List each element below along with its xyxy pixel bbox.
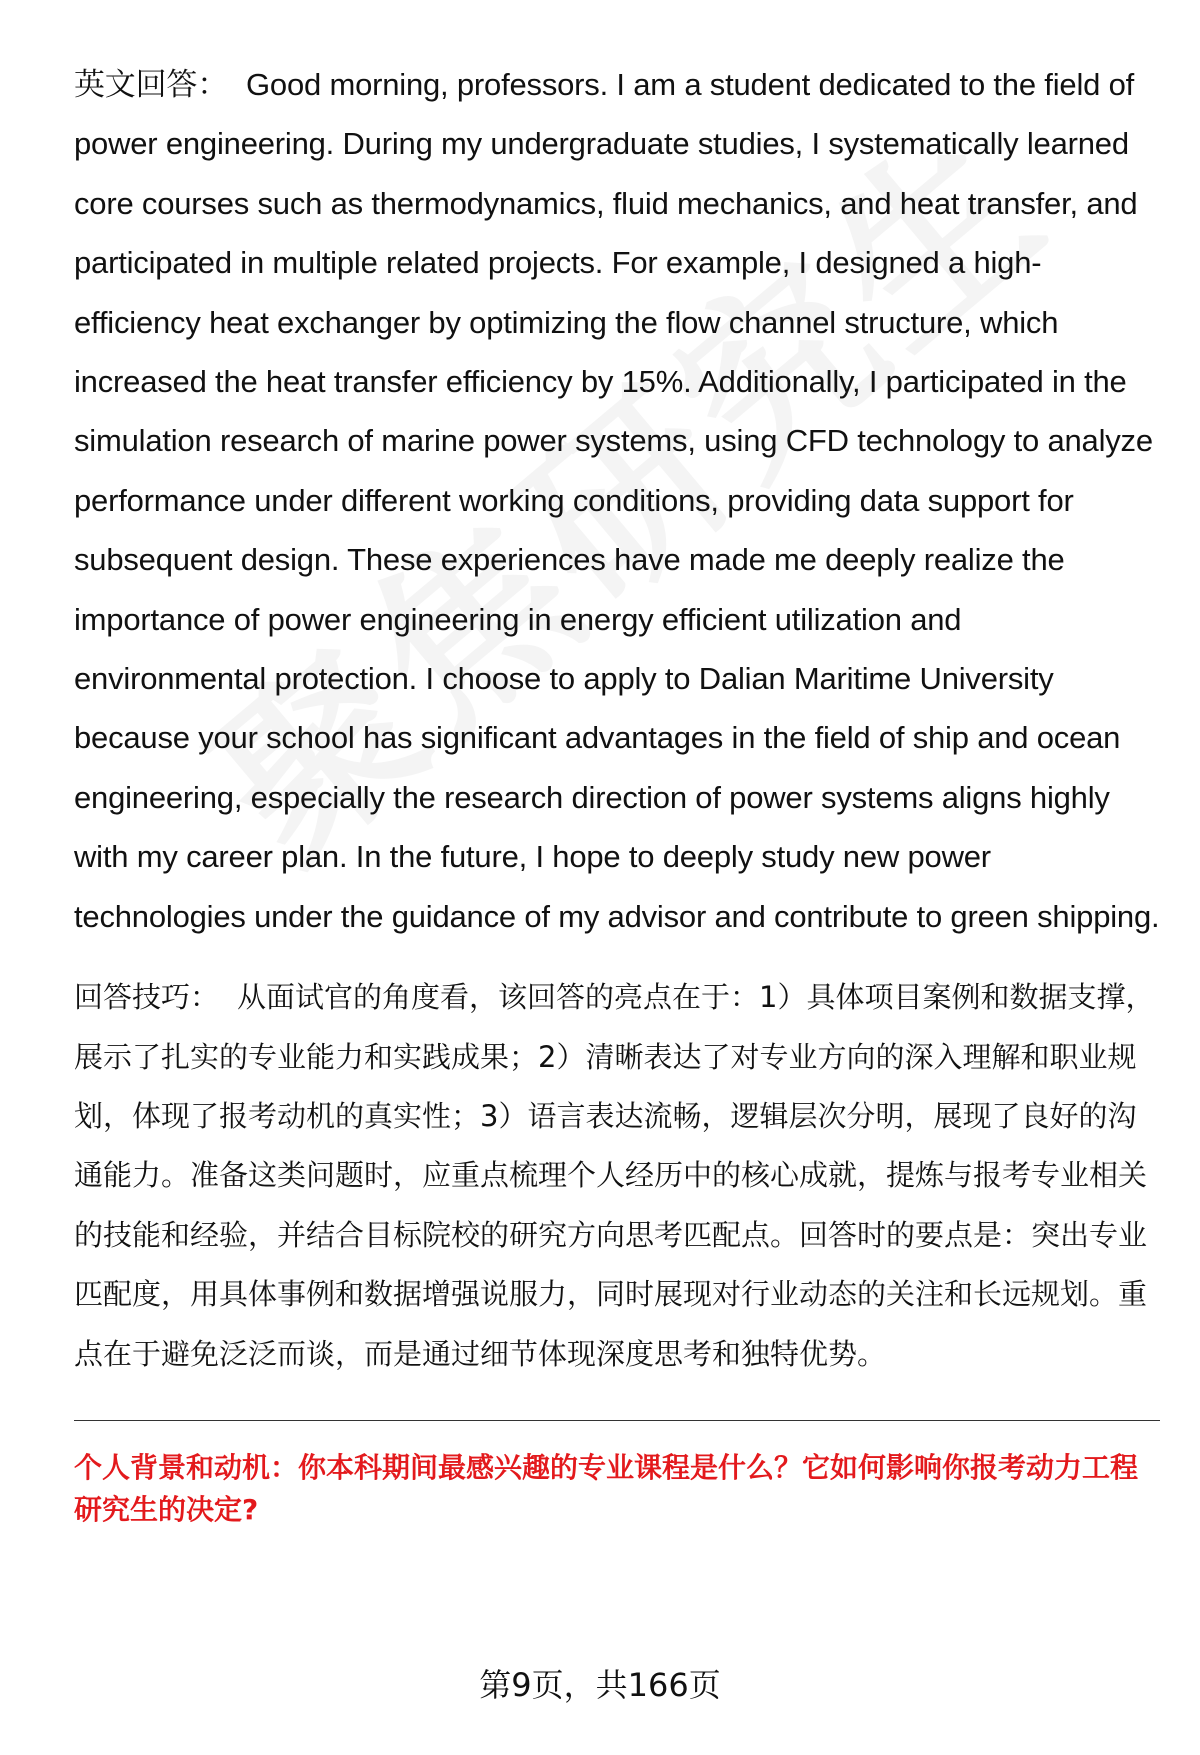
answer-tips-text: 从面试官的角度看，该回答的亮点在于：1）具体项目案例和数据支撑，展示了扎实的专业能力和实践成果；2）清晰表达了对专业方向的深入理解和职业规划，体现了报考动机的真实性；3）语言表达流畅，逻辑层次分明，展现了良好的沟通能力。准备这类问题时，应重点梳理个人经历中的核心成就，提炼与报考专业相关的技能和经验，并结合目标院校的研究方向思考匹配点。回答时的要点是：突出专业匹配度，用具体事例和数据增强说服力，同时展现对行业动态的关注和长远规划。重点在于避免泛泛而谈，而是通过细节体现深度思考和独特优势。 xyxy=(74,980,1155,1371)
english-answer-text: Good morning, professors. I am a student dedicated to the field of power engineering. During my undergraduate studies, I systematically learned core courses such as thermodynamics, fluid mechanics, and heat transfer, and participated in multiple related projects. For example, I designed a high-efficiency heat exchanger by optimizing the flow channel structure, which increased the heat transfer efficiency by 15%. Additionally, I participated in the simulation research of marine power systems, using CFD technology to analyze performance under different working conditions, providing data support for subsequent design. These experiences have made me deeply realize the importance of power engineering in energy efficient utilization and environmental protection. I choose to apply to Dalian Maritime University because your school has significant advantages in the field of ship and ocean engineering, especially the research direction of power systems aligns highly with my career plan. In the future, I hope to deeply study new power technologies under the guidance of my advisor and contribute to green shipping. xyxy=(74,67,1160,934)
english-answer-paragraph xyxy=(74,55,1160,946)
interview-question: 个人背景和动机：你本科期间最感兴趣的专业课程是什么？它如何影响你报考动力工程研究生的决定? xyxy=(74,1450,1139,1526)
page-number: 第9页，共166页 xyxy=(479,1666,721,1704)
section-divider xyxy=(74,1420,1160,1421)
answer-tips-label: 回答技巧： xyxy=(74,980,220,1015)
answer-tips-paragraph xyxy=(74,968,1160,1384)
document-body xyxy=(74,55,1160,1531)
english-answer-label: 英文回答： xyxy=(74,67,228,102)
